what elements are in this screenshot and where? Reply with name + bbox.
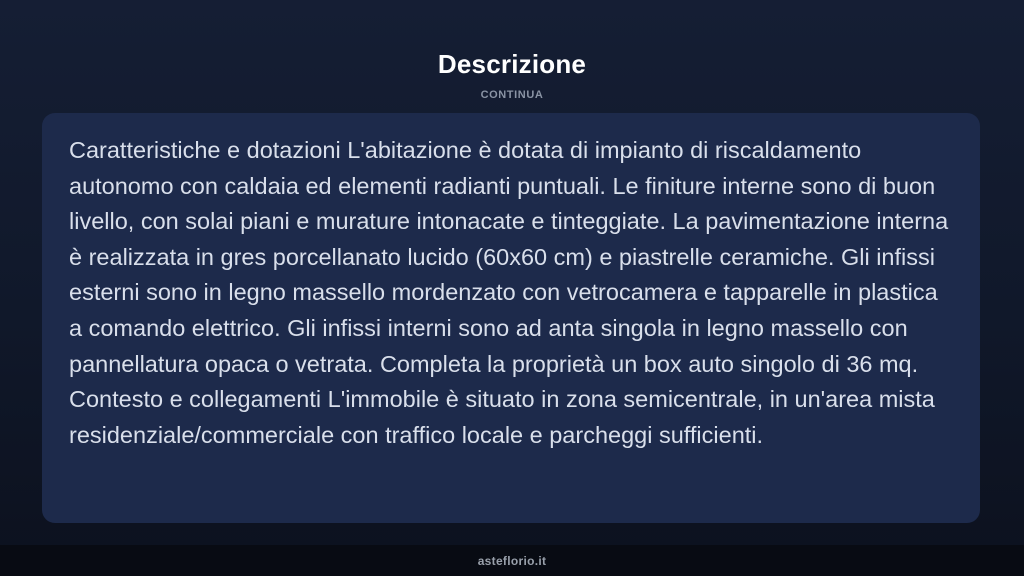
continue-label: CONTINUA — [480, 89, 544, 101]
page-title: Descrizione — [437, 49, 587, 79]
description-text: Caratteristiche e dotazioni L'abitazione è dotata di impianto di riscaldamento autonomo con caldaia ed elementi radianti puntuali. Le finiture interne sono di buon livello, con solai piani e murature intonacate e tinteggiate. La pavimentazione interna è realizzata in gres porcellanato lucido (60x60 cm) e piastrelle ceramiche. Gli infissi esterni sono in legno massello mordenzato con vetrocamera e tapparelle in plastica a comando elettrico. Gli infissi interni sono ad anta singola in legno massello con pannellatura opaca o vetrata. Completa la proprietà un box auto singolo di 36 mq. Contesto e collegamenti L'immobile è situato in zona semicentrale, in un'area mista residenziale/commerciale con traffico locale e parcheggi sufficienti. — [69, 137, 949, 448]
footer-bar — [0, 545, 1024, 576]
description-card — [42, 113, 980, 523]
site-name: asteflorio.it — [477, 553, 547, 568]
